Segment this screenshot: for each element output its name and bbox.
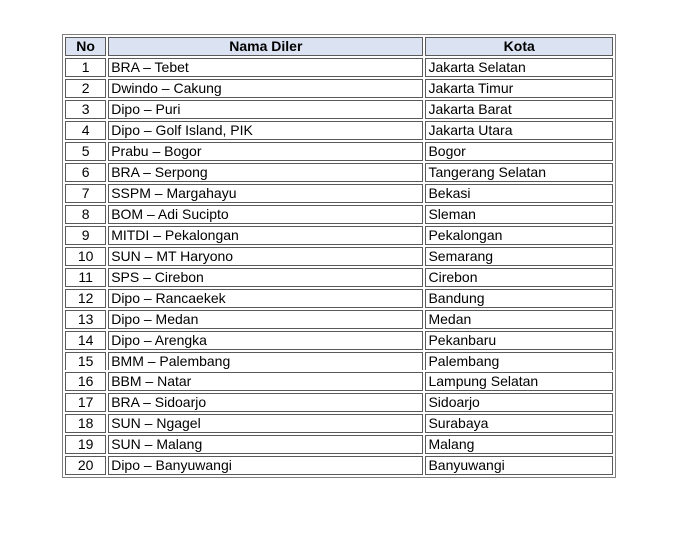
header-city: Kota bbox=[425, 37, 613, 56]
table-row bbox=[65, 184, 613, 203]
table-row bbox=[65, 58, 613, 77]
dealer-city: Malang bbox=[425, 435, 613, 454]
row-number: 19 bbox=[65, 435, 106, 454]
row-number: 4 bbox=[65, 121, 106, 140]
row-number: 12 bbox=[65, 289, 106, 308]
dealer-name: SUN – Ngagel bbox=[108, 414, 423, 433]
row-number: 17 bbox=[65, 393, 106, 412]
dealer-city: Bogor bbox=[425, 142, 613, 161]
dealer-city: Jakarta Timur bbox=[425, 79, 613, 98]
dealer-city: Pekalongan bbox=[425, 226, 613, 245]
dealer-name: BOM – Adi Sucipto bbox=[108, 205, 423, 224]
table-row bbox=[65, 393, 613, 412]
dealer-name: BRA – Serpong bbox=[108, 163, 423, 182]
row-number: 16 bbox=[65, 372, 106, 391]
row-number: 18 bbox=[65, 414, 106, 433]
table-row bbox=[65, 121, 613, 140]
table-row bbox=[65, 205, 613, 224]
table-row bbox=[65, 247, 613, 266]
dealer-name: SUN – MT Haryono bbox=[108, 247, 423, 266]
dealer-name: Dwindo – Cakung bbox=[108, 79, 423, 98]
row-number: 9 bbox=[65, 226, 106, 245]
row-number: 11 bbox=[65, 268, 106, 287]
dealer-city: Jakarta Selatan bbox=[425, 58, 613, 77]
dealer-city: Palembang bbox=[425, 352, 613, 370]
dealer-city: Bandung bbox=[425, 289, 613, 308]
table-header-row bbox=[65, 37, 613, 56]
row-number: 8 bbox=[65, 205, 106, 224]
dealer-name: Dipo – Medan bbox=[108, 310, 423, 329]
dealer-name: Dipo – Banyuwangi bbox=[108, 456, 423, 475]
dealer-name: SPS – Cirebon bbox=[108, 268, 423, 287]
header-dealer-name: Nama Diler bbox=[108, 37, 423, 56]
dealer-name: SSPM – Margahayu bbox=[108, 184, 423, 203]
table-row bbox=[65, 142, 613, 161]
row-number: 10 bbox=[65, 247, 106, 266]
dealer-city: Lampung Selatan bbox=[425, 372, 613, 391]
dealer-city: Surabaya bbox=[425, 414, 613, 433]
dealer-name: BMM – Palembang bbox=[108, 352, 423, 370]
row-number: 2 bbox=[65, 79, 106, 98]
row-number: 5 bbox=[65, 142, 106, 161]
table-row bbox=[65, 226, 613, 245]
dealer-name: BBM – Natar bbox=[108, 372, 423, 391]
row-number: 14 bbox=[65, 331, 106, 350]
row-number: 6 bbox=[65, 163, 106, 182]
dealer-city: Jakarta Barat bbox=[425, 100, 613, 119]
header-no: No bbox=[65, 37, 106, 56]
dealer-city: Tangerang Selatan bbox=[425, 163, 613, 182]
dealer-name: Dipo – Arengka bbox=[108, 331, 423, 350]
dealer-table bbox=[62, 34, 616, 478]
table-row bbox=[65, 456, 613, 475]
dealer-city: Jakarta Utara bbox=[425, 121, 613, 140]
row-number: 7 bbox=[65, 184, 106, 203]
table-row bbox=[65, 268, 613, 287]
dealer-city: Sleman bbox=[425, 205, 613, 224]
dealer-name: Prabu – Bogor bbox=[108, 142, 423, 161]
dealer-name: SUN – Malang bbox=[108, 435, 423, 454]
table-row-clipped bbox=[65, 352, 613, 370]
table-row bbox=[65, 331, 613, 350]
table-row bbox=[65, 414, 613, 433]
dealer-name: BRA – Tebet bbox=[108, 58, 423, 77]
dealer-city: Pekanbaru bbox=[425, 331, 613, 350]
row-number: 1 bbox=[65, 58, 106, 77]
dealer-name: Dipo – Golf Island, PIK bbox=[108, 121, 423, 140]
dealer-city: Cirebon bbox=[425, 268, 613, 287]
table-row bbox=[65, 100, 613, 119]
dealer-name: Dipo – Puri bbox=[108, 100, 423, 119]
table-row bbox=[65, 310, 613, 329]
table-row bbox=[65, 435, 613, 454]
dealer-name: MITDI – Pekalongan bbox=[108, 226, 423, 245]
dealer-city: Sidoarjo bbox=[425, 393, 613, 412]
row-number: 20 bbox=[65, 456, 106, 475]
table-row bbox=[65, 163, 613, 182]
row-number: 15 bbox=[65, 352, 106, 370]
dealer-city: Banyuwangi bbox=[425, 456, 613, 475]
row-number: 13 bbox=[65, 310, 106, 329]
table-row bbox=[65, 372, 613, 391]
dealer-city: Semarang bbox=[425, 247, 613, 266]
row-number: 3 bbox=[65, 100, 106, 119]
dealer-city: Bekasi bbox=[425, 184, 613, 203]
table-row bbox=[65, 289, 613, 308]
dealer-name: Dipo – Rancaekek bbox=[108, 289, 423, 308]
table-row bbox=[65, 79, 613, 98]
dealer-city: Medan bbox=[425, 310, 613, 329]
dealer-name: BRA – Sidoarjo bbox=[108, 393, 423, 412]
